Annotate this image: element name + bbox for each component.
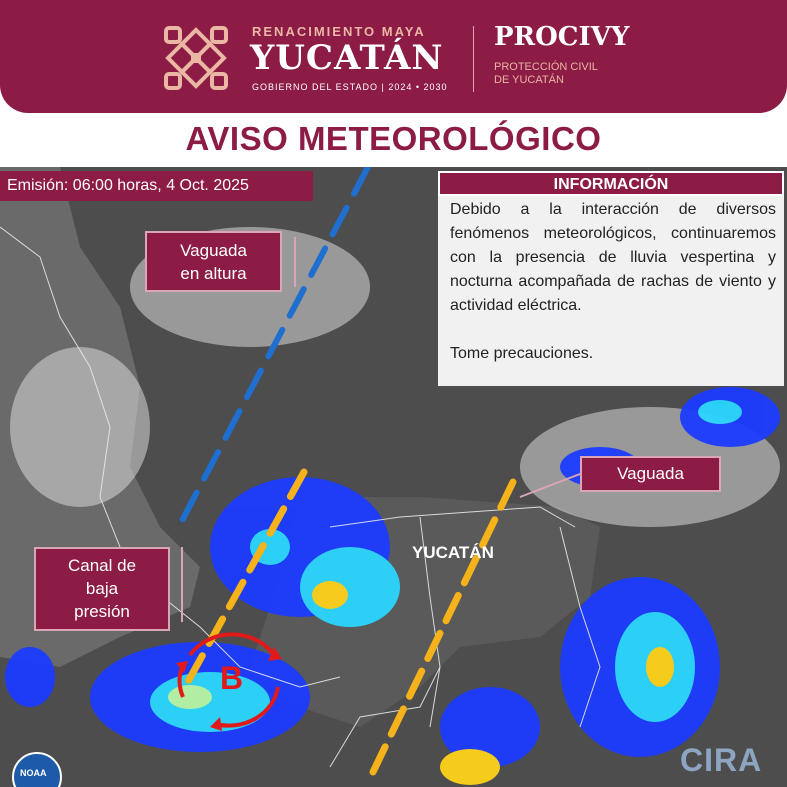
org-name: PROCIVY — [494, 22, 630, 52]
callout-trough: Vaguada — [580, 456, 721, 492]
org-subtitle — [494, 61, 598, 87]
info-note: Tome precauciones. — [450, 345, 594, 362]
info-panel — [438, 196, 784, 386]
header-banner — [0, 0, 787, 113]
org-subtitle-line-1: PROTECCIÓN CIVIL — [494, 61, 598, 73]
maya-logo-icon — [160, 22, 232, 94]
callout-upper-trough-line-1: Vaguada — [180, 241, 247, 260]
region-label-yucatan: YUCATÁN — [412, 543, 494, 562]
callout-channel-line-3: presión — [74, 602, 130, 621]
callout-channel-line-1: Canal de — [67, 556, 137, 575]
cira-logo: CIRA — [680, 742, 763, 778]
callout-channel-line-2: baja — [85, 579, 119, 598]
emission-time-badge: Emisión: 06:00 horas, 4 Oct. 2025 — [0, 171, 313, 201]
header-divider — [473, 26, 474, 92]
page-title: AVISO METEOROLÓGICO — [185, 120, 602, 157]
brand-tagline: RENACIMIENTO MAYA — [252, 24, 426, 39]
callout-low-pressure-channel — [34, 547, 170, 631]
org-subtitle-line-2: DE YUCATÁN — [494, 74, 564, 86]
brand-subtitle: GOBIERNO DEL ESTADO | 2024 • 2030 — [252, 82, 448, 92]
noaa-logo-text: NOAA — [20, 768, 47, 778]
brand-name: YUCATÁN — [250, 38, 444, 78]
low-pressure-symbol: B — [220, 660, 244, 696]
callout-upper-trough-line-2: en altura — [180, 264, 247, 283]
info-body-text: Debido a la interacción de diversos fenómenos meteorológicos, continuaremos con la presencia de lluvia vespertina y nocturna acompañada de rachas de viento y actividad eléctrica. — [450, 201, 776, 314]
callout-upper-trough — [145, 231, 282, 292]
info-heading: INFORMACIÓN — [438, 171, 784, 196]
